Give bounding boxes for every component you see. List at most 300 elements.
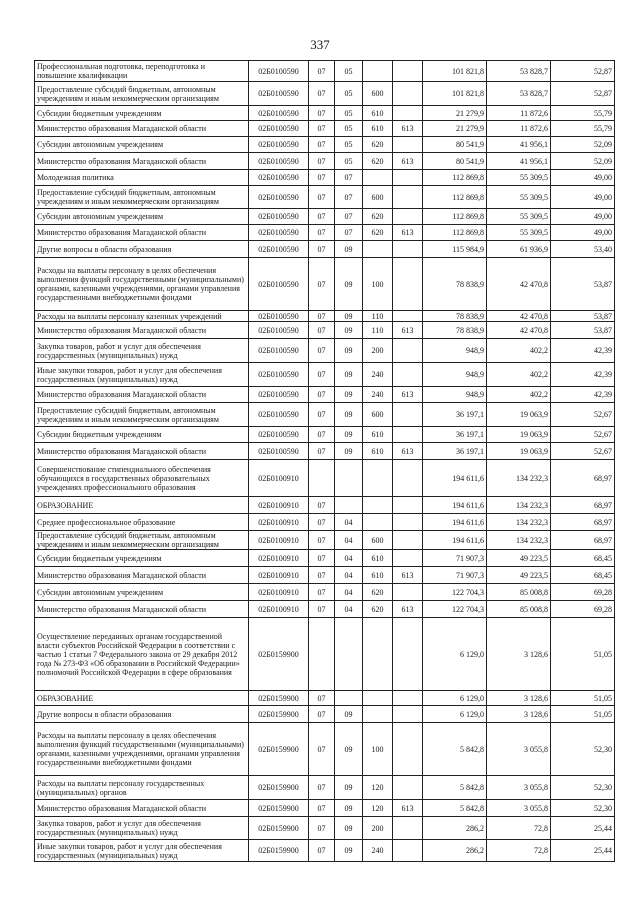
row-name: Министерство образования Магаданской области <box>35 322 249 339</box>
row-percent: 51,05 <box>551 618 615 691</box>
row-percent: 68,97 <box>551 460 615 497</box>
row-subsection <box>335 497 363 514</box>
row-name: Расходы на выплаты персоналу государственных (муниципальных) органов <box>35 776 249 800</box>
row-expense-kind <box>363 618 393 691</box>
row-section: 07 <box>309 706 335 723</box>
row-code: 02Б0159900 <box>249 706 309 723</box>
table-row <box>35 137 615 153</box>
row-code: 02Б0159900 <box>249 800 309 817</box>
row-expense-kind <box>363 241 393 258</box>
row-plan-value: 948,9 <box>423 363 487 387</box>
row-expense-kind: 620 <box>363 584 393 601</box>
row-section: 07 <box>309 170 335 186</box>
row-code: 02Б0100910 <box>249 531 309 550</box>
row-department: 613 <box>393 121 423 137</box>
row-name: Субсидии бюджетным учреждениям <box>35 106 249 121</box>
row-code: 02Б0100590 <box>249 322 309 339</box>
table-row <box>35 460 615 497</box>
row-section: 07 <box>309 241 335 258</box>
row-percent: 53,87 <box>551 258 615 311</box>
row-department <box>393 82 423 106</box>
table-row <box>35 106 615 121</box>
row-executed-value: 402,2 <box>487 363 551 387</box>
row-subsection: 04 <box>335 531 363 550</box>
row-department: 613 <box>393 601 423 618</box>
row-subsection: 04 <box>335 550 363 567</box>
row-department <box>393 817 423 840</box>
row-executed-value: 134 232,3 <box>487 497 551 514</box>
row-percent: 68,45 <box>551 550 615 567</box>
table-row <box>35 817 615 840</box>
row-section: 07 <box>309 840 335 862</box>
row-name: Субсидии бюджетным учреждениям <box>35 427 249 443</box>
row-executed-value: 72,8 <box>487 817 551 840</box>
row-department <box>393 691 423 706</box>
row-expense-kind: 600 <box>363 82 393 106</box>
row-code: 02Б0100910 <box>249 497 309 514</box>
row-code: 02Б0100590 <box>249 153 309 170</box>
row-expense-kind: 610 <box>363 427 393 443</box>
row-executed-value: 402,2 <box>487 387 551 403</box>
row-section: 07 <box>309 723 335 776</box>
table-row <box>35 531 615 550</box>
table-row <box>35 209 615 225</box>
row-subsection <box>335 460 363 497</box>
row-percent: 52,30 <box>551 800 615 817</box>
row-executed-value: 402,2 <box>487 339 551 363</box>
row-executed-value: 19 063,9 <box>487 427 551 443</box>
row-department <box>393 723 423 776</box>
row-expense-kind: 100 <box>363 723 393 776</box>
row-name: Осуществление переданных органам государственной власти субъектов Российской Федерации в соответствии с частью 1 статьи 7 Федерального закона от 29 декабря 2012 года № 273-ФЗ «Об образовании в Российской Федерации» полномочий Российской Федерации в сфере образования <box>35 618 249 691</box>
table-row <box>35 153 615 170</box>
row-code: 02Б0100590 <box>249 225 309 241</box>
row-percent: 52,30 <box>551 776 615 800</box>
row-expense-kind: 240 <box>363 840 393 862</box>
row-expense-kind: 600 <box>363 531 393 550</box>
row-subsection: 09 <box>335 339 363 363</box>
row-section: 07 <box>309 258 335 311</box>
row-subsection: 09 <box>335 322 363 339</box>
row-section: 07 <box>309 776 335 800</box>
row-plan-value: 5 842,8 <box>423 800 487 817</box>
row-section: 07 <box>309 137 335 153</box>
row-code: 02Б0100590 <box>249 170 309 186</box>
row-subsection: 05 <box>335 153 363 170</box>
row-department: 613 <box>393 443 423 460</box>
row-department <box>393 618 423 691</box>
row-subsection: 09 <box>335 258 363 311</box>
row-name: Расходы на выплаты персоналу казенных учреждений <box>35 311 249 322</box>
row-executed-value: 42 470,8 <box>487 311 551 322</box>
row-section: 07 <box>309 209 335 225</box>
row-plan-value: 36 197,1 <box>423 427 487 443</box>
row-section <box>309 460 335 497</box>
row-executed-value: 3 055,8 <box>487 723 551 776</box>
row-executed-value: 55 309,5 <box>487 209 551 225</box>
row-executed-value: 72,8 <box>487 840 551 862</box>
row-plan-value: 115 984,9 <box>423 241 487 258</box>
row-plan-value: 112 869,8 <box>423 170 487 186</box>
row-subsection: 09 <box>335 387 363 403</box>
row-code: 02Б0100590 <box>249 137 309 153</box>
row-plan-value: 21 279,9 <box>423 121 487 137</box>
row-name: Субсидии автономным учреждениям <box>35 209 249 225</box>
row-code: 02Б0100910 <box>249 514 309 531</box>
row-executed-value: 49 223,5 <box>487 550 551 567</box>
row-code: 02Б0100590 <box>249 121 309 137</box>
row-expense-kind: 610 <box>363 567 393 584</box>
row-expense-kind: 200 <box>363 817 393 840</box>
row-section: 07 <box>309 339 335 363</box>
row-code: 02Б0159900 <box>249 776 309 800</box>
row-code: 02Б0100590 <box>249 403 309 427</box>
row-plan-value: 71 907,3 <box>423 567 487 584</box>
row-plan-value: 80 541,9 <box>423 137 487 153</box>
row-percent: 52,09 <box>551 137 615 153</box>
row-subsection: 07 <box>335 170 363 186</box>
row-section: 07 <box>309 225 335 241</box>
row-percent: 52,67 <box>551 427 615 443</box>
row-name: Другие вопросы в области образования <box>35 706 249 723</box>
row-plan-value: 122 704,3 <box>423 584 487 601</box>
row-department <box>393 106 423 121</box>
row-code: 02Б0100590 <box>249 82 309 106</box>
row-section: 07 <box>309 531 335 550</box>
table-row <box>35 403 615 427</box>
row-section: 07 <box>309 567 335 584</box>
row-section: 07 <box>309 497 335 514</box>
row-percent: 52,87 <box>551 82 615 106</box>
row-executed-value: 3 055,8 <box>487 800 551 817</box>
row-section: 07 <box>309 186 335 209</box>
row-department <box>393 460 423 497</box>
row-department: 613 <box>393 153 423 170</box>
row-percent: 68,97 <box>551 497 615 514</box>
row-expense-kind <box>363 497 393 514</box>
row-subsection: 09 <box>335 800 363 817</box>
budget-table <box>34 60 615 862</box>
row-subsection: 09 <box>335 363 363 387</box>
row-percent: 51,05 <box>551 691 615 706</box>
row-percent: 68,45 <box>551 567 615 584</box>
row-name: Предоставление субсидий бюджетным, автономным учреждениям и иным некоммерческим организациям <box>35 82 249 106</box>
row-department: 613 <box>393 387 423 403</box>
row-department <box>393 209 423 225</box>
row-executed-value: 3 128,6 <box>487 706 551 723</box>
row-subsection: 04 <box>335 514 363 531</box>
row-section: 07 <box>309 443 335 460</box>
row-section: 07 <box>309 387 335 403</box>
row-name: ОБРАЗОВАНИЕ <box>35 691 249 706</box>
row-plan-value: 36 197,1 <box>423 443 487 460</box>
table-row <box>35 427 615 443</box>
row-executed-value: 85 008,8 <box>487 584 551 601</box>
row-department <box>393 550 423 567</box>
row-subsection: 07 <box>335 209 363 225</box>
row-executed-value: 42 470,8 <box>487 258 551 311</box>
row-subsection: 09 <box>335 817 363 840</box>
row-percent: 52,30 <box>551 723 615 776</box>
row-plan-value: 101 821,8 <box>423 61 487 82</box>
row-code: 02Б0100910 <box>249 601 309 618</box>
table-row <box>35 567 615 584</box>
row-executed-value: 42 470,8 <box>487 322 551 339</box>
row-code: 02Б0159900 <box>249 840 309 862</box>
row-expense-kind: 120 <box>363 776 393 800</box>
row-percent: 49,00 <box>551 186 615 209</box>
table-row <box>35 363 615 387</box>
row-plan-value: 112 869,8 <box>423 209 487 225</box>
row-expense-kind <box>363 61 393 82</box>
row-percent: 51,05 <box>551 706 615 723</box>
row-percent: 55,79 <box>551 106 615 121</box>
row-percent: 53,87 <box>551 322 615 339</box>
row-subsection: 05 <box>335 106 363 121</box>
row-percent: 49,00 <box>551 170 615 186</box>
row-section: 07 <box>309 514 335 531</box>
row-section: 07 <box>309 800 335 817</box>
row-code: 02Б0100590 <box>249 363 309 387</box>
row-name: Министерство образования Магаданской области <box>35 153 249 170</box>
row-subsection: 04 <box>335 601 363 618</box>
row-plan-value: 36 197,1 <box>423 403 487 427</box>
row-plan-value: 6 129,0 <box>423 618 487 691</box>
row-plan-value: 78 838,9 <box>423 258 487 311</box>
row-section: 07 <box>309 550 335 567</box>
row-executed-value: 85 008,8 <box>487 601 551 618</box>
row-department: 613 <box>393 322 423 339</box>
table-row <box>35 840 615 862</box>
row-plan-value: 80 541,9 <box>423 153 487 170</box>
row-plan-value: 101 821,8 <box>423 82 487 106</box>
row-code: 02Б0100590 <box>249 427 309 443</box>
row-plan-value: 6 129,0 <box>423 691 487 706</box>
row-department: 613 <box>393 567 423 584</box>
row-expense-kind: 110 <box>363 311 393 322</box>
row-section: 07 <box>309 427 335 443</box>
row-department <box>393 706 423 723</box>
row-expense-kind: 610 <box>363 550 393 567</box>
row-executed-value: 3 128,6 <box>487 691 551 706</box>
row-plan-value: 112 869,8 <box>423 186 487 209</box>
row-name: Министерство образования Магаданской области <box>35 225 249 241</box>
row-expense-kind: 620 <box>363 153 393 170</box>
row-code: 02Б0159900 <box>249 691 309 706</box>
row-department <box>393 403 423 427</box>
row-code: 02Б0100590 <box>249 209 309 225</box>
row-name: Предоставление субсидий бюджетным, автономным учреждениям и иным некоммерческим организациям <box>35 531 249 550</box>
row-plan-value: 948,9 <box>423 339 487 363</box>
row-code: 02Б0100590 <box>249 241 309 258</box>
row-department <box>393 339 423 363</box>
row-code: 02Б0100590 <box>249 61 309 82</box>
row-executed-value: 61 936,9 <box>487 241 551 258</box>
row-section: 07 <box>309 61 335 82</box>
row-executed-value: 41 956,1 <box>487 137 551 153</box>
row-percent: 68,97 <box>551 514 615 531</box>
row-executed-value: 19 063,9 <box>487 403 551 427</box>
table-row <box>35 550 615 567</box>
page-number: 337 <box>310 37 330 52</box>
row-plan-value: 71 907,3 <box>423 550 487 567</box>
row-subsection: 09 <box>335 776 363 800</box>
row-executed-value: 3 055,8 <box>487 776 551 800</box>
row-department <box>393 241 423 258</box>
row-expense-kind: 620 <box>363 601 393 618</box>
row-plan-value: 194 611,6 <box>423 514 487 531</box>
row-plan-value: 112 869,8 <box>423 225 487 241</box>
table-row <box>35 387 615 403</box>
row-code: 02Б0100910 <box>249 460 309 497</box>
row-subsection: 09 <box>335 311 363 322</box>
row-expense-kind <box>363 170 393 186</box>
row-name: ОБРАЗОВАНИЕ <box>35 497 249 514</box>
row-department <box>393 61 423 82</box>
row-percent: 49,00 <box>551 209 615 225</box>
row-subsection: 07 <box>335 186 363 209</box>
row-executed-value: 53 828,7 <box>487 61 551 82</box>
row-name: Субсидии бюджетным учреждениям <box>35 550 249 567</box>
row-name: Иные закупки товаров, работ и услуг для обеспечения государственных (муниципальных) нужд <box>35 363 249 387</box>
row-section: 07 <box>309 817 335 840</box>
row-section: 07 <box>309 363 335 387</box>
row-department <box>393 186 423 209</box>
row-percent: 69,28 <box>551 584 615 601</box>
row-subsection: 09 <box>335 706 363 723</box>
table-row <box>35 225 615 241</box>
row-plan-value: 286,2 <box>423 840 487 862</box>
row-section: 07 <box>309 106 335 121</box>
row-section: 07 <box>309 584 335 601</box>
row-percent: 52,09 <box>551 153 615 170</box>
row-expense-kind: 610 <box>363 121 393 137</box>
row-expense-kind: 610 <box>363 443 393 460</box>
row-code: 02Б0100590 <box>249 443 309 460</box>
table-row <box>35 186 615 209</box>
row-executed-value: 55 309,5 <box>487 186 551 209</box>
row-percent: 55,79 <box>551 121 615 137</box>
row-department <box>393 258 423 311</box>
row-code: 02Б0100590 <box>249 186 309 209</box>
row-code: 02Б0159900 <box>249 618 309 691</box>
row-expense-kind: 610 <box>363 106 393 121</box>
row-name: Субсидии автономным учреждениям <box>35 584 249 601</box>
table-row <box>35 258 615 311</box>
row-code: 02Б0159900 <box>249 817 309 840</box>
row-name: Министерство образования Магаданской области <box>35 443 249 460</box>
row-percent: 52,87 <box>551 61 615 82</box>
row-subsection <box>335 618 363 691</box>
row-subsection: 09 <box>335 403 363 427</box>
table-row <box>35 601 615 618</box>
row-expense-kind: 600 <box>363 186 393 209</box>
row-executed-value: 11 872,6 <box>487 121 551 137</box>
row-executed-value: 55 309,5 <box>487 225 551 241</box>
row-percent: 42,39 <box>551 339 615 363</box>
row-expense-kind: 200 <box>363 339 393 363</box>
row-plan-value: 194 611,6 <box>423 531 487 550</box>
row-executed-value: 11 872,6 <box>487 106 551 121</box>
row-subsection: 05 <box>335 137 363 153</box>
row-plan-value: 194 611,6 <box>423 497 487 514</box>
table-row <box>35 514 615 531</box>
row-name: Профессиональная подготовка, переподготовка и повышение квалификации <box>35 61 249 82</box>
row-code: 02Б0100590 <box>249 258 309 311</box>
row-department <box>393 776 423 800</box>
row-plan-value: 122 704,3 <box>423 601 487 618</box>
row-subsection: 09 <box>335 723 363 776</box>
row-section: 07 <box>309 311 335 322</box>
row-section: 07 <box>309 121 335 137</box>
row-name: Совершенствование стипендиального обеспечения обучающихся в государственных образовательных учреждениях профессионального образования <box>35 460 249 497</box>
row-expense-kind: 620 <box>363 225 393 241</box>
row-section: 07 <box>309 691 335 706</box>
row-name: Другие вопросы в области образования <box>35 241 249 258</box>
table-row <box>35 311 615 322</box>
row-name: Закупка товаров, работ и услуг для обеспечения государственных (муниципальных) нужд <box>35 339 249 363</box>
row-percent: 25,44 <box>551 840 615 862</box>
table-row <box>35 82 615 106</box>
table-row <box>35 443 615 460</box>
row-subsection: 05 <box>335 61 363 82</box>
row-code: 02Б0100590 <box>249 106 309 121</box>
row-executed-value: 134 232,3 <box>487 531 551 550</box>
table-row <box>35 339 615 363</box>
row-subsection: 09 <box>335 427 363 443</box>
row-department <box>393 584 423 601</box>
row-department: 613 <box>393 225 423 241</box>
row-name: Расходы на выплаты персоналу в целях обеспечения выполнения функций государственными (муниципальными) органами, казенными учреждениями, органами управления государственными внебюджетными фондами <box>35 723 249 776</box>
row-code: 02Б0100910 <box>249 550 309 567</box>
row-section: 07 <box>309 153 335 170</box>
row-name: Министерство образования Магаданской области <box>35 121 249 137</box>
row-plan-value: 78 838,9 <box>423 311 487 322</box>
row-plan-value: 6 129,0 <box>423 706 487 723</box>
row-department <box>393 840 423 862</box>
row-name: Иные закупки товаров, работ и услуг для обеспечения государственных (муниципальных) нужд <box>35 840 249 862</box>
row-section: 07 <box>309 403 335 427</box>
row-department <box>393 497 423 514</box>
row-executed-value: 134 232,3 <box>487 514 551 531</box>
row-department <box>393 311 423 322</box>
row-code: 02Б0100910 <box>249 584 309 601</box>
row-executed-value: 49 223,5 <box>487 567 551 584</box>
row-code: 02Б0159900 <box>249 723 309 776</box>
row-expense-kind: 600 <box>363 403 393 427</box>
table-row <box>35 723 615 776</box>
table-row <box>35 584 615 601</box>
row-subsection <box>335 691 363 706</box>
row-plan-value: 286,2 <box>423 817 487 840</box>
row-expense-kind <box>363 706 393 723</box>
row-percent: 69,28 <box>551 601 615 618</box>
table-row <box>35 706 615 723</box>
row-subsection: 09 <box>335 443 363 460</box>
row-name: Министерство образования Магаданской области <box>35 567 249 584</box>
row-plan-value: 78 838,9 <box>423 322 487 339</box>
row-section: 07 <box>309 322 335 339</box>
table-row <box>35 618 615 691</box>
row-subsection: 09 <box>335 241 363 258</box>
row-code: 02Б0100590 <box>249 311 309 322</box>
row-department <box>393 427 423 443</box>
row-name: Предоставление субсидий бюджетным, автономным учреждениям и иным некоммерческим организациям <box>35 186 249 209</box>
row-executed-value: 19 063,9 <box>487 443 551 460</box>
row-department <box>393 514 423 531</box>
row-department <box>393 170 423 186</box>
row-plan-value: 194 611,6 <box>423 460 487 497</box>
